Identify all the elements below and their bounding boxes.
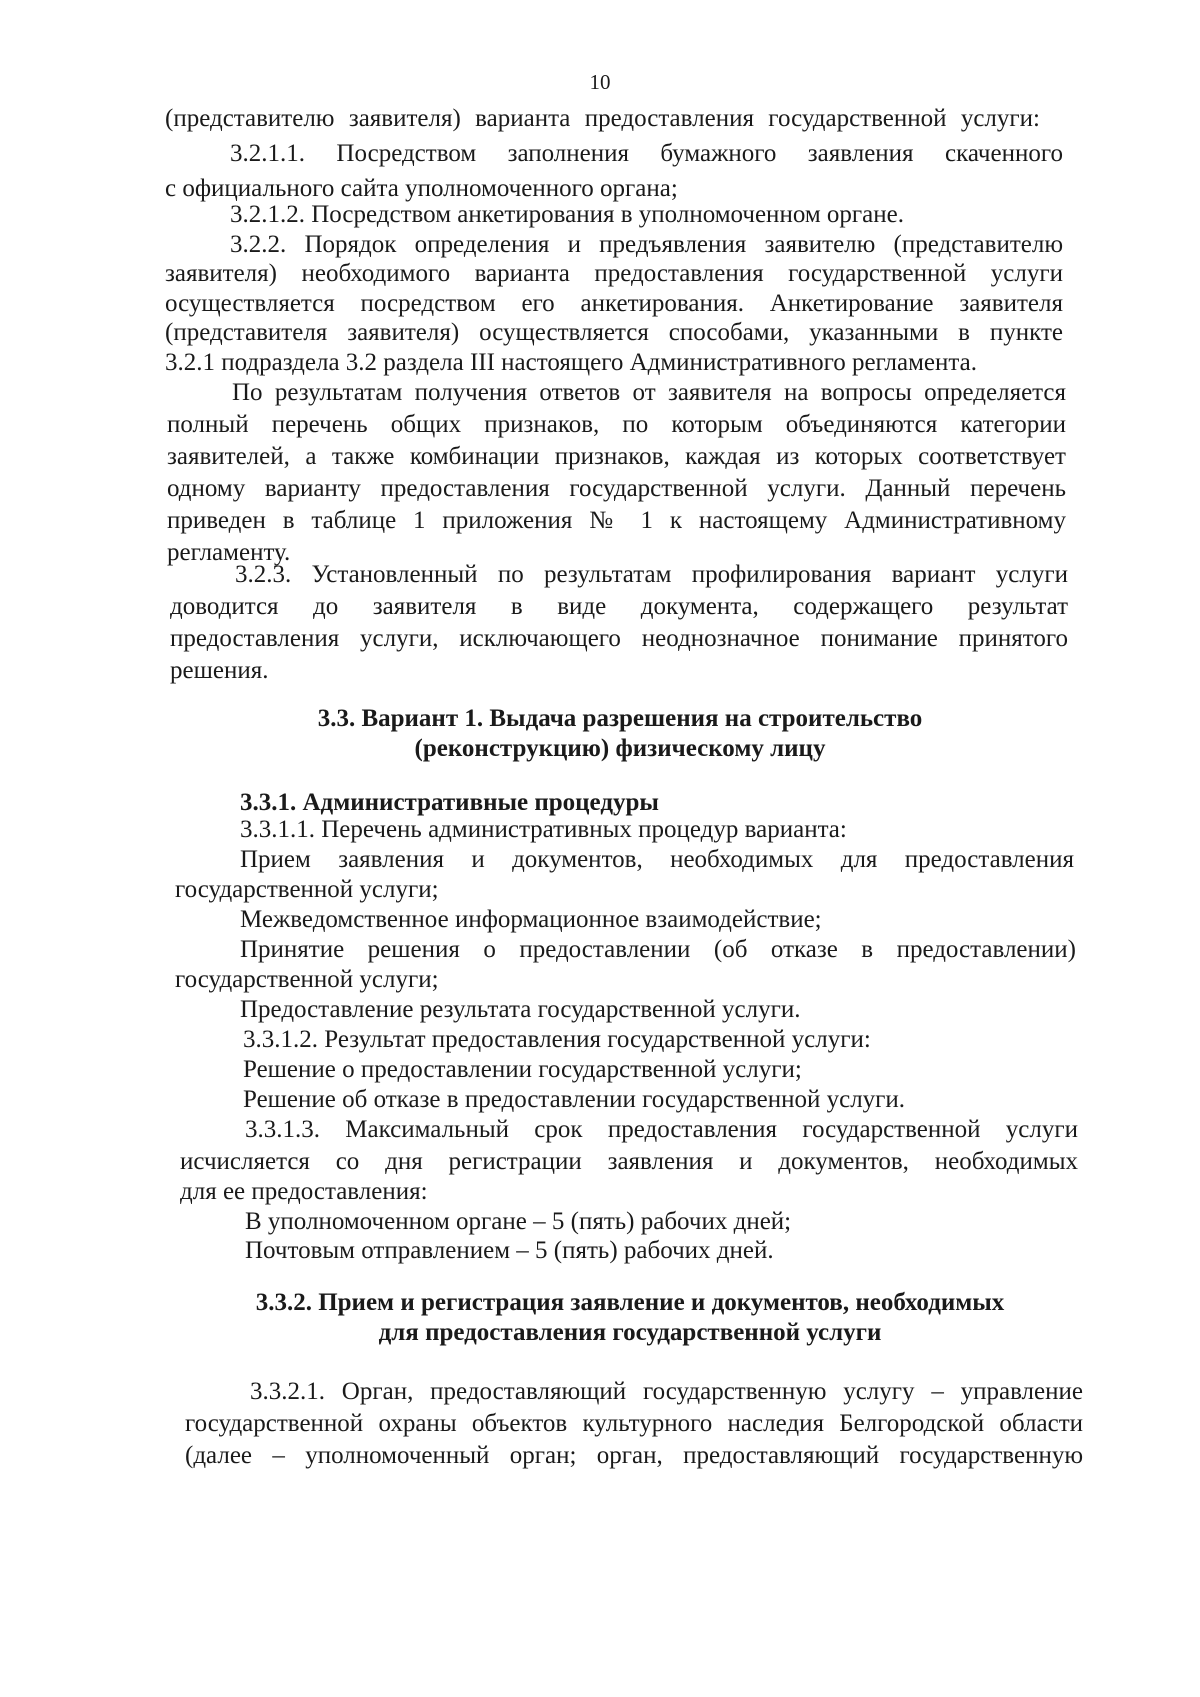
paragraph-line: исчисляется со дня регистрации заявления и документов, необходимых (180, 1148, 1078, 1175)
paragraph-line: (представителю заявителя) варианта предоставления государственной услуги: (165, 105, 1040, 132)
paragraph-line: 3.2.1 подраздела 3.2 раздела III настоящего Административного регламента. (165, 349, 977, 376)
paragraph-line: приведен в таблице 1 приложения № 1 к настоящему Административному (167, 507, 1066, 534)
paragraph-line: осуществляется посредством его анкетирования. Анкетирование заявителя (165, 290, 1063, 317)
paragraph-line: Принятие решения о предоставлении (об отказе в предоставлении) (240, 936, 1076, 963)
paragraph-line: государственной охраны объектов культурного наследия Белгородской области (185, 1410, 1083, 1437)
paragraph-line: государственной услуги; (175, 966, 439, 993)
paragraph-line: регламенту. (167, 539, 291, 566)
paragraph-line: 3.2.3. Установленный по результатам профилирования вариант услуги (235, 561, 1068, 588)
paragraph-line: 3.3.1.1. Перечень административных процедур варианта: (240, 816, 847, 843)
paragraph-line: доводится до заявителя в виде документа, содержащего результат (170, 593, 1068, 620)
paragraph-line: 3.2.2. Порядок определения и предъявления заявителю (представителю (230, 231, 1063, 258)
subsection-heading: 3.3.1. Административные процедуры (240, 789, 659, 816)
section-heading: (реконструкцию) физическому лицу (414, 735, 826, 762)
paragraph-line: с официального сайта уполномоченного органа; (165, 175, 678, 202)
section-heading: 3.3. Вариант 1. Выдача разрешения на строительство (317, 705, 923, 732)
paragraph-line: заявителя) необходимого варианта предоставления государственной услуги (165, 260, 1063, 287)
paragraph-line: для ее предоставления: (180, 1178, 428, 1205)
paragraph-line: По результатам получения ответов от заявителя на вопросы определяется (232, 379, 1066, 406)
paragraph-line: 3.2.1.1. Посредством заполнения бумажного заявления скаченного (230, 140, 1063, 167)
paragraph-line: заявителей, а также комбинации признаков, каждая из которых соответствует (167, 443, 1066, 470)
paragraph-line: государственной услуги; (175, 876, 439, 903)
paragraph-line: решения. (170, 657, 269, 684)
paragraph-line: 3.3.1.2. Результат предоставления государственной услуги: (243, 1026, 871, 1053)
paragraph-line: Почтовым отправлением – 5 (пять) рабочих дней. (245, 1237, 774, 1264)
paragraph-line: предоставления услуги, исключающего неоднозначное понимание принятого (170, 625, 1068, 652)
paragraph-line: (представителя заявителя) осуществляется способами, указанными в пункте (165, 319, 1063, 346)
page-number: 10 (589, 70, 611, 94)
paragraph-line: Решение об отказе в предоставлении государственной услуги. (243, 1086, 906, 1113)
paragraph-line: Межведомственное информационное взаимодействие; (240, 906, 822, 933)
paragraph-line: полный перечень общих признаков, по которым объединяются категории (167, 411, 1066, 438)
paragraph-line: Предоставление результата государственной услуги. (240, 996, 801, 1023)
paragraph-line: Решение о предоставлении государственной услуги; (243, 1056, 802, 1083)
paragraph-line: 3.2.1.2. Посредством анкетирования в уполномоченном органе. (230, 201, 904, 228)
paragraph-line: 3.3.2.1. Орган, предоставляющий государственную услугу – управление (250, 1378, 1083, 1405)
paragraph-line: (далее – уполномоченный орган; орган, предоставляющий государственную (185, 1442, 1083, 1469)
paragraph-line: Прием заявления и документов, необходимых для предоставления (240, 846, 1074, 873)
section-heading: для предоставления государственной услуги (378, 1319, 882, 1346)
section-heading: 3.3.2. Прием и регистрация заявление и документов, необходимых (255, 1289, 1005, 1316)
paragraph-line: 3.3.1.3. Максимальный срок предоставления государственной услуги (245, 1116, 1078, 1143)
paragraph-line: одному варианту предоставления государственной услуги. Данный перечень (167, 475, 1066, 502)
paragraph-line: В уполномоченном органе – 5 (пять) рабочих дней; (245, 1208, 792, 1235)
